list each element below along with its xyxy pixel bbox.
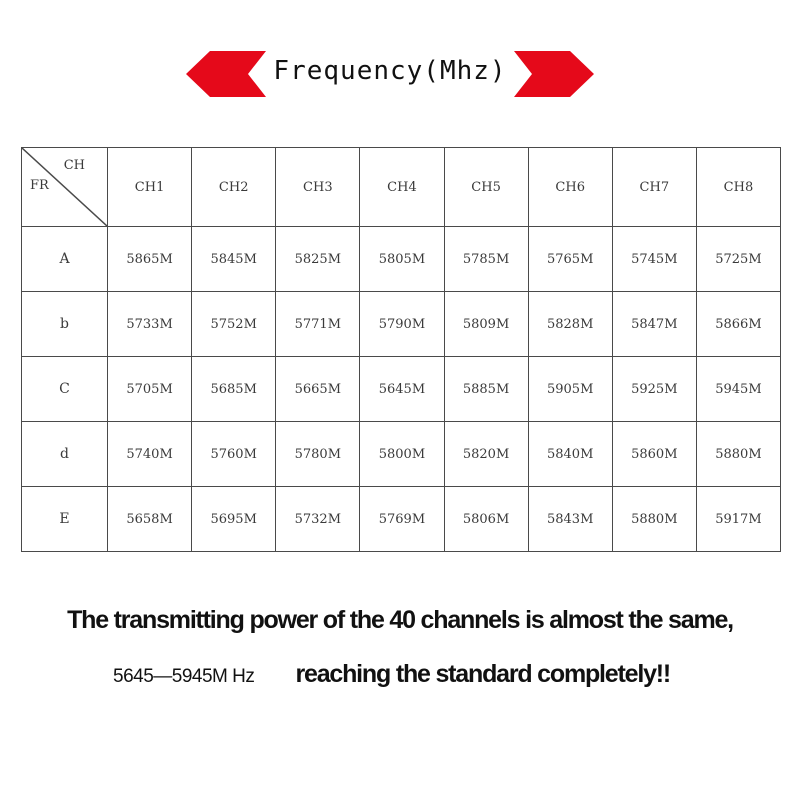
frequency-cell: 5828M bbox=[528, 292, 612, 357]
row-label: A bbox=[22, 227, 108, 292]
frequency-cell: 5685M bbox=[192, 357, 276, 422]
table-row bbox=[22, 422, 781, 487]
frequency-cell: 5752M bbox=[192, 292, 276, 357]
frequency-cell: 5725M bbox=[696, 227, 780, 292]
table-row bbox=[22, 487, 781, 552]
column-axis-label: CH bbox=[63, 158, 85, 173]
column-header: CH3 bbox=[276, 148, 360, 227]
frequency-cell: 5645M bbox=[360, 357, 444, 422]
column-header: CH8 bbox=[696, 148, 780, 227]
frequency-cell: 5885M bbox=[444, 357, 528, 422]
frequency-cell: 5880M bbox=[696, 422, 780, 487]
frequency-cell: 5820M bbox=[444, 422, 528, 487]
frequency-cell: 5847M bbox=[612, 292, 696, 357]
frequency-cell: 5905M bbox=[528, 357, 612, 422]
frequency-cell: 5805M bbox=[360, 227, 444, 292]
frequency-cell: 5843M bbox=[528, 487, 612, 552]
frequency-cell: 5771M bbox=[276, 292, 360, 357]
frequency-cell: 5745M bbox=[612, 227, 696, 292]
frequency-cell: 5880M bbox=[612, 487, 696, 552]
column-header: CH5 bbox=[444, 148, 528, 227]
header-row bbox=[22, 148, 781, 227]
page-title: Frequency(Mhz) bbox=[273, 56, 507, 86]
frequency-cell: 5806M bbox=[444, 487, 528, 552]
frequency-cell: 5840M bbox=[528, 422, 612, 487]
column-header: CH6 bbox=[528, 148, 612, 227]
frequency-cell: 5845M bbox=[192, 227, 276, 292]
right-arrow-icon bbox=[514, 51, 594, 97]
title-banner bbox=[180, 46, 600, 106]
frequency-cell: 5665M bbox=[276, 357, 360, 422]
frequency-cell: 5825M bbox=[276, 227, 360, 292]
frequency-cell: 5765M bbox=[528, 227, 612, 292]
table-row bbox=[22, 292, 781, 357]
frequency-cell: 5866M bbox=[696, 292, 780, 357]
frequency-cell: 5945M bbox=[696, 357, 780, 422]
frequency-cell: 5809M bbox=[444, 292, 528, 357]
table-row bbox=[22, 357, 781, 422]
frequency-cell: 5800M bbox=[360, 422, 444, 487]
frequency-range: 5645—5945M Hz bbox=[113, 666, 255, 687]
column-header: CH7 bbox=[612, 148, 696, 227]
row-label: d bbox=[22, 422, 108, 487]
frequency-cell: 5658M bbox=[108, 487, 192, 552]
footer-standard-text: reaching the standard completely!! bbox=[295, 660, 671, 688]
frequency-cell: 5705M bbox=[108, 357, 192, 422]
row-label: C bbox=[22, 357, 108, 422]
frequency-cell: 5860M bbox=[612, 422, 696, 487]
frequency-cell: 5865M bbox=[108, 227, 192, 292]
row-label: b bbox=[22, 292, 108, 357]
corner-header-cell bbox=[22, 148, 108, 227]
frequency-cell: 5790M bbox=[360, 292, 444, 357]
frequency-cell: 5695M bbox=[192, 487, 276, 552]
column-header: CH4 bbox=[360, 148, 444, 227]
frequency-table bbox=[21, 147, 781, 552]
frequency-cell: 5760M bbox=[192, 422, 276, 487]
frequency-cell: 5917M bbox=[696, 487, 780, 552]
footer-statement: The transmitting power of the 40 channels is almost the same, bbox=[67, 606, 733, 634]
footer-range-line bbox=[113, 660, 713, 689]
row-label: E bbox=[22, 487, 108, 552]
frequency-cell: 5925M bbox=[612, 357, 696, 422]
frequency-cell: 5785M bbox=[444, 227, 528, 292]
column-header: CH1 bbox=[108, 148, 192, 227]
frequency-cell: 5780M bbox=[276, 422, 360, 487]
frequency-cell: 5740M bbox=[108, 422, 192, 487]
frequency-cell: 5769M bbox=[360, 487, 444, 552]
frequency-cell: 5733M bbox=[108, 292, 192, 357]
row-axis-label: FR bbox=[30, 178, 49, 193]
frequency-cell: 5732M bbox=[276, 487, 360, 552]
column-header: CH2 bbox=[192, 148, 276, 227]
table-row bbox=[22, 227, 781, 292]
